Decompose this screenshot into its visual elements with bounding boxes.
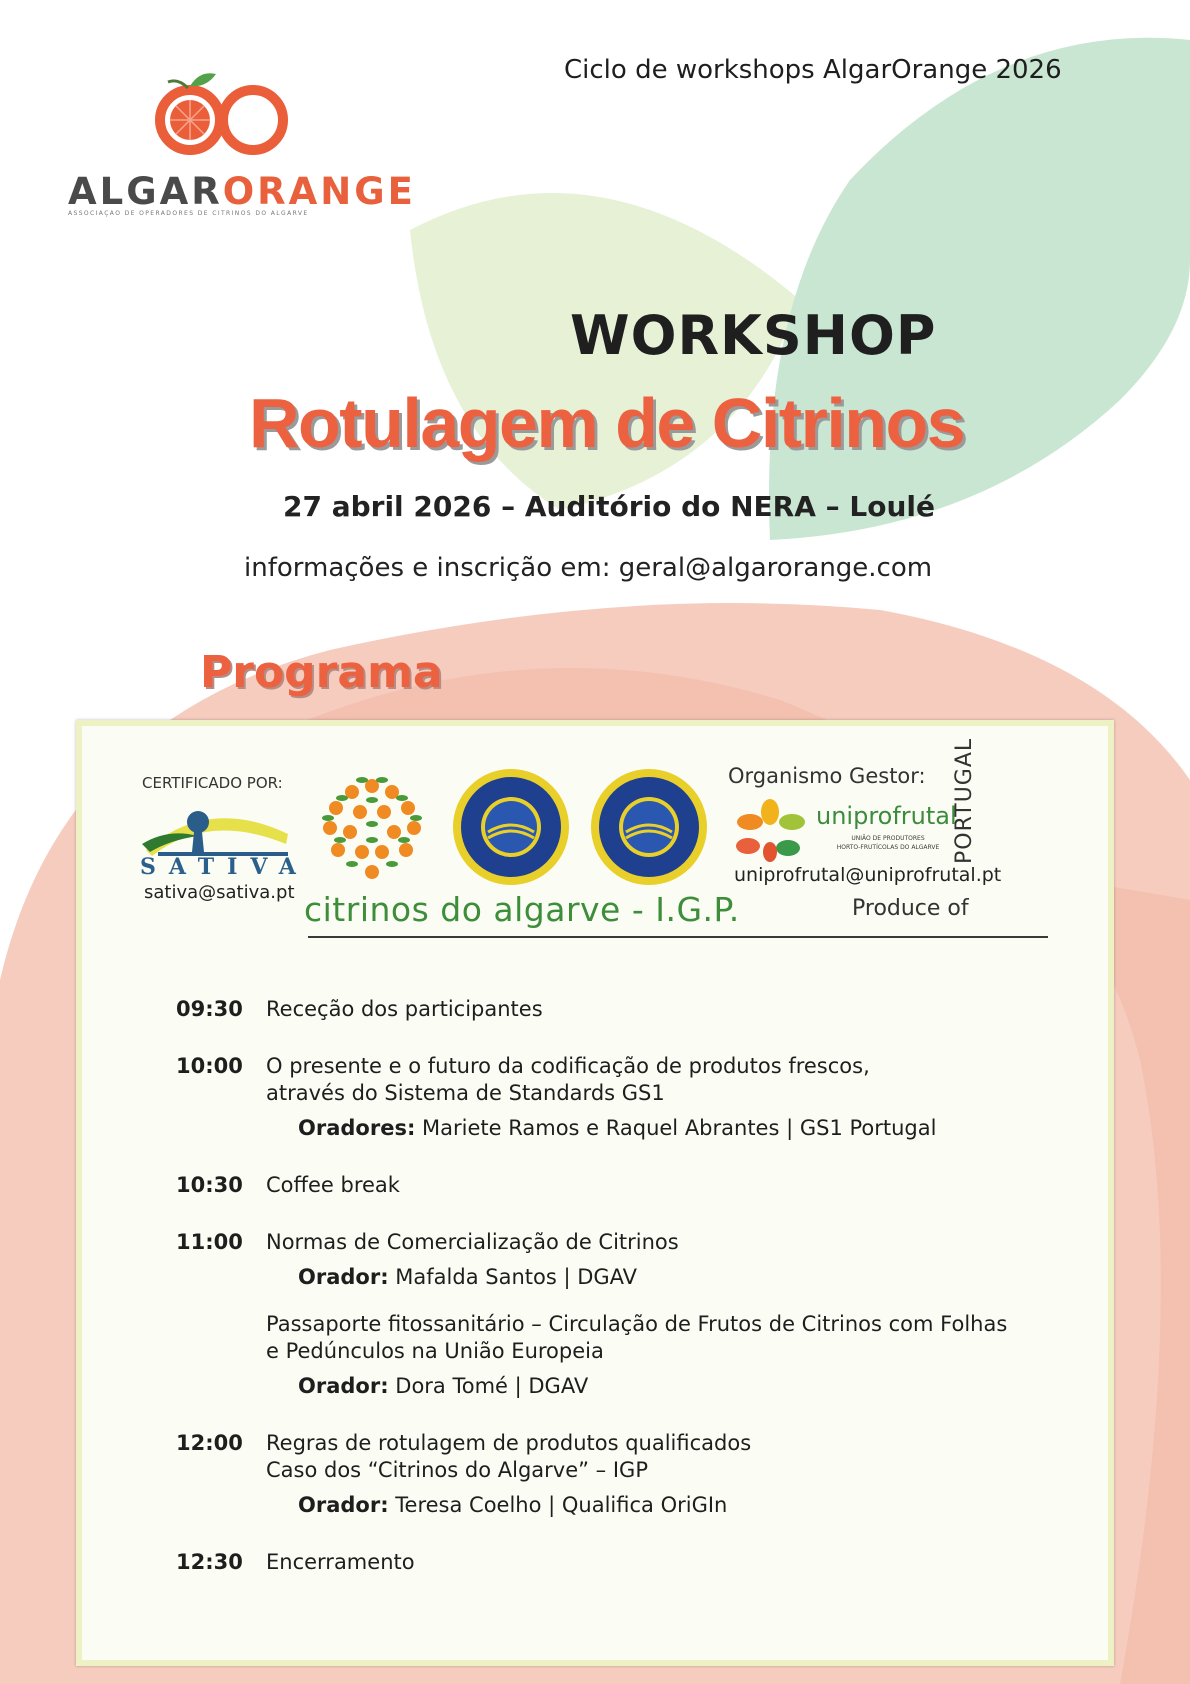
- schedule-time: 10:30: [176, 1173, 243, 1197]
- uniprofrutal-email: uniprofrutal@uniprofrutal.pt: [734, 864, 1002, 886]
- speaker-label: Orador:: [298, 1493, 389, 1517]
- certified-by-label: CERTIFICADO POR:: [142, 774, 283, 792]
- sativa-logo-icon: [138, 800, 298, 860]
- speaker-line: [298, 1373, 1076, 1400]
- uniprofrutal-subtitle-line1: UNIÃO DE PRODUTORES: [851, 835, 925, 842]
- sativa-wordmark: SATIVA: [140, 854, 309, 880]
- schedule-item: [176, 996, 1076, 1023]
- citrus-tree-icon: [312, 768, 432, 888]
- logo-subtitle: ASSOCIAÇÃO DE OPERADORES DE CITRINOS DO ALGARVE: [68, 210, 309, 217]
- schedule-text: Coffee break: [266, 1173, 400, 1197]
- managing-body-label: Organismo Gestor:: [728, 764, 926, 788]
- schedule-text: Regras de rotulagem de produtos qualificados: [266, 1431, 752, 1455]
- event-date-place: 27 abril 2026 – Auditório do NERA – Loulé: [283, 490, 935, 523]
- registration-info: informações e inscrição em: geral@algarorange.com: [244, 553, 933, 583]
- speaker-names: Dora Tomé | DGAV: [395, 1374, 589, 1398]
- schedule-time: 12:00: [176, 1431, 243, 1455]
- logo-wordmark: [68, 170, 416, 213]
- workshop-label: WORKSHOP: [570, 304, 937, 367]
- logo-word-orange: ORANGE: [222, 170, 416, 213]
- uniprofrutal-subtitle-line2: HORTO-FRUTÍCOLAS DO ALGARVE: [836, 844, 940, 851]
- schedule-item: [176, 1311, 1076, 1400]
- schedule-item: [176, 1549, 1076, 1576]
- igp-label: citrinos do algarve - I.G.P.: [304, 890, 740, 929]
- speaker-line: [298, 1115, 1076, 1142]
- schedule-time: 10:00: [176, 1054, 243, 1078]
- event-title: Rotulagem de Citrinos: [249, 384, 965, 462]
- schedule-item: [176, 1229, 1076, 1291]
- schedule-list: [176, 996, 1076, 1576]
- schedule-text: Receção dos participantes: [266, 997, 543, 1021]
- programme-card: [76, 720, 1114, 1666]
- schedule-time: 09:30: [176, 997, 243, 1021]
- schedule-text-line2: e Pedúnculos na União Europeia: [266, 1339, 604, 1363]
- uniprofrutal-flower-icon: [724, 798, 816, 864]
- schedule-item: [176, 1053, 1076, 1142]
- speaker-names: Mariete Ramos e Raquel Abrantes | GS1 Portugal: [422, 1116, 937, 1140]
- speaker-names: Teresa Coelho | Qualifica OriGIn: [395, 1493, 728, 1517]
- speaker-label: Orador:: [298, 1265, 389, 1289]
- schedule-time: 11:00: [176, 1230, 243, 1254]
- schedule-text: Normas de Comercialização de Citrinos: [266, 1230, 679, 1254]
- schedule-text: Encerramento: [266, 1550, 415, 1574]
- schedule-item: [176, 1430, 1076, 1519]
- programa-heading: Programa: [200, 647, 443, 698]
- speaker-line: [298, 1492, 1076, 1519]
- series-title: Ciclo de workshops AlgarOrange 2026: [564, 55, 1062, 85]
- schedule-text-line2: através do Sistema de Standards GS1: [266, 1081, 665, 1105]
- green-leaf-right: [769, 38, 1190, 540]
- schedule-time: 12:30: [176, 1550, 243, 1574]
- algarorange-logo: [64, 66, 416, 226]
- algarorange-emblem-icon: [64, 66, 384, 170]
- schedule-text: Passaporte fitossanitário – Circulação de Frutos de Citrinos com Folhas: [266, 1312, 1008, 1336]
- pgi-seal-icon: [588, 766, 710, 888]
- portugal-label: PORTUGAL: [952, 737, 977, 864]
- speaker-label: Orador:: [298, 1374, 389, 1398]
- logo-word-algar: ALGAR: [68, 170, 223, 213]
- sativa-email: sativa@sativa.pt: [144, 882, 295, 903]
- speaker-names: Mafalda Santos | DGAV: [395, 1265, 638, 1289]
- speaker-label: Oradores:: [298, 1116, 416, 1140]
- produce-of-label: Produce of: [852, 896, 969, 921]
- header-divider: [308, 936, 1048, 938]
- speaker-line: [298, 1264, 1076, 1291]
- schedule-item: [176, 1172, 1076, 1199]
- schedule-text: O presente e o futuro da codificação de produtos frescos,: [266, 1054, 870, 1078]
- schedule-text-line2: Caso dos “Citrinos do Algarve” – IGP: [266, 1458, 648, 1482]
- uniprofrutal-subtitle: [832, 834, 944, 852]
- igp-seal-icon: [450, 766, 572, 888]
- uniprofrutal-name: uniprofrutal: [816, 802, 957, 830]
